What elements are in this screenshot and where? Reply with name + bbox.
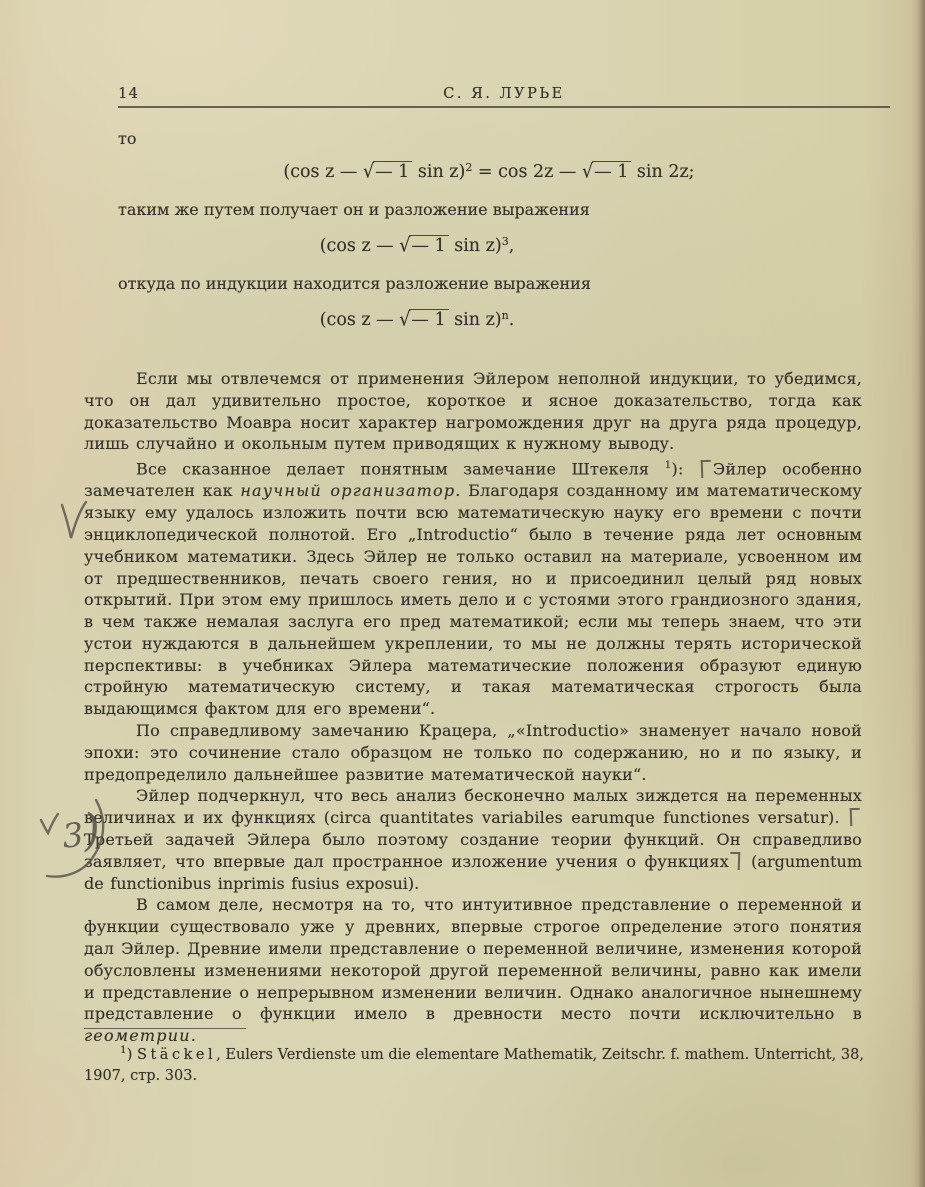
lead-word: то (118, 129, 137, 148)
formula-2-end: , (508, 236, 515, 256)
paragraph-5 (84, 894, 862, 1047)
body-text (84, 368, 862, 1047)
formula-1-lhs: (cos z — (283, 162, 363, 182)
pencil-bracket-open-icon (701, 459, 712, 477)
sqrt-icon: √ (399, 309, 411, 331)
formula-1 (118, 150, 860, 195)
formula-1-radicand: — 1 (373, 161, 412, 182)
formula-2-exponent: 3 (501, 235, 509, 248)
formula-2-mid: sin z) (448, 236, 502, 256)
footnote-separator (84, 1028, 246, 1029)
paragraph-4 (84, 785, 862, 894)
formula-1-equals: = cos 2z — (472, 162, 582, 182)
paragraph-2-text: Эйлер особенно замечателен как (84, 459, 862, 501)
formula-section (118, 128, 860, 343)
formula-2 (46, 224, 788, 269)
paragraph-4-text: Третьей задачей Эйлера было поэтому создание теории функций. Он справедливо заявляет, что впервые дал пространное изложение учения о функциях (84, 830, 862, 871)
pencil-bracket-open-icon (850, 808, 861, 826)
sqrt-icon: √ (399, 235, 411, 257)
footnote-author: Stäckel (137, 1046, 217, 1063)
paragraph-4-text: (argumentum de functionibus inprimis fusius exposui). (84, 851, 862, 893)
footnote-paren: ) (126, 1046, 138, 1063)
formula-3-exponent: n (501, 309, 509, 322)
footnote-marker: 1 (120, 1044, 127, 1056)
margin-note-number: 3 (60, 814, 86, 856)
page-header (118, 84, 890, 108)
sqrt-icon: √ (582, 161, 594, 183)
paragraph-5-text: В самом деле, несмотря на то, что интуитивное представление о переменной и функции существовало уже у древних, впервые строгое определение этого понятия дал Эйлер. Древние имели представление о переменной величине, изменения которой обусловлены изменениями некоторой другой переменной величины, равно как имели и представление о непрерывном изменении величин. Однако аналогичное нынешнему представление о функции имело в древности место почти исключительно в (84, 895, 862, 1024)
paragraph-2-text: ): (671, 459, 699, 479)
footnote (84, 1040, 864, 1087)
formula-2-radicand: — 1 (409, 235, 448, 256)
pencil-checkmark-icon (41, 814, 58, 833)
emphasized-word: геометрии. (84, 1026, 198, 1046)
formula-1-rhs: sin 2z; (631, 162, 695, 182)
sqrt-icon: √ (362, 161, 375, 183)
paragraph-2-text: Все сказанное делает понятным замечание Штекеля (136, 459, 665, 479)
paragraph-4-text: Эйлер подчеркнул, что весь анализ бесконечно малых зиждется на переменных величинах и их функциях (circa quantitates variabiles earumque functiones versatur). (84, 786, 862, 828)
pencil-bracket-close-icon (730, 852, 741, 870)
formula-3-radicand: — 1 (409, 309, 448, 330)
page-number: 14 (118, 84, 140, 102)
pencil-margin-note (59, 804, 100, 859)
formula-1-radicand-2: — 1 (592, 161, 631, 182)
text-after-formula-1: таким же путем получает он и разложение выражения (118, 200, 590, 219)
running-head-title: С. Я. ЛУРЬЕ (443, 86, 565, 102)
footnote-citation: , Eulers Verdienste um die elementare Mathematik, Zeitschr. f. mathem. Unterricht, 38, 1907, стр. 303. (84, 1046, 864, 1084)
formula-3-lhs: (cos z — (319, 310, 400, 330)
paragraph-1: Если мы отвлечемся от применения Эйлером неполной индукции, то убедимся, что он дал удивительно простое, короткое и ясное доказательство, тогда как доказательство Моавра носит характер нагромождения друг на друга ряда процедур, лишь случайно и окольным путем приводящих к нужному выводу. (84, 369, 862, 454)
paragraph-2-text: . Благодаря созданному им математическому языку ему удалось изложить почти всю математическую науку его времени с почти энциклопедической полнотой. Его „Introductio“ было в течение ряда лет основным учебником математики. Здесь Эйлер не только оставил на материале, усвоенном им от предшественников, печать своего гения, но и присоединил целый ряд новых открытий. При этом ему пришлось иметь дело и с устоями этого грандиозного здания, в чем также немалая заслуга его пред математикой; если мы теперь знаем, что эти устои нуждаются в дальнейшем укреплении, то мы не должны терять исторической перспективы: в учебниках Эйлера математические положения образуют единую стройную математическую систему, и такая математическая строгость была выдающимся фактом для его времени“. (84, 481, 863, 719)
footnote-reference: 1 (664, 459, 672, 472)
text-after-formula-2: откуда по индукции находится разложение выражения (118, 274, 591, 293)
margin-note-paren: ) (80, 804, 101, 857)
paragraph-2 (84, 455, 862, 720)
formula-3 (46, 298, 788, 343)
paragraph-3: По справедливому замечанию Крацера, „«Introductio» знаменует начало новой эпохи: это сочинение стало образцом не только по содержанию, но и по языку, и предопределило дальнейшее развитие математической науки“. (84, 721, 862, 784)
pencil-checkmark-icon (62, 502, 86, 538)
formula-1-mid: sin z) (412, 162, 466, 182)
emphasized-phrase: научный организатор (240, 481, 456, 501)
formula-1-exponent: 2 (465, 161, 473, 174)
formula-3-end: . (508, 310, 515, 330)
formula-2-lhs: (cos z — (319, 236, 400, 256)
formula-3-mid: sin z) (448, 310, 502, 330)
